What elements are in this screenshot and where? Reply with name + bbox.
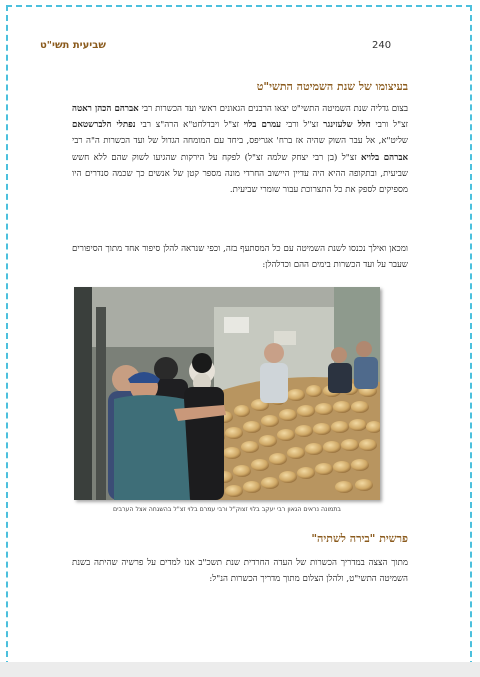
paragraph1-text: זצ"ל ויבדלחט"א הרה"צ רבי [135,120,244,131]
paragraph1-bold-name: נפתלי הלברשטאם [72,120,136,131]
running-title: שביעית תשי"ט [40,40,106,51]
page-header [40,38,440,58]
paragraph1-text: זצ"ל ורבי [281,120,324,131]
paragraph1-bold-name: אברהם הכהן ראטה [72,104,139,114]
section1-paragraph2: ומכאן ואילך נכנסו לשנת השמיטה עם כל המסתעף בזה, וכפי שנראה להלן סיפור אחד מתוך הסיפורים שעבר על ועד הכשרות בימים ההם וכדלהלן: [72,244,408,271]
paragraph1-bold-name: הלל שלעזינגר [323,120,371,131]
paragraph1-text: זצ"ל ורבי [370,120,408,131]
page-number: 240 [372,40,392,51]
photo-caption: בתמונה נראים הגאון רבי יעקב בלוי זצוק"ל ורבי עמרם בלוי זצ"ל בהשגחה אצל הערבים [113,506,341,513]
paragraph1-text: שליט"א, אל עבר השוק שהיה אז ברח' אגריפס, ביחד עם המומחה הגדול של ועד הכשרות ה"ה רבי [72,136,408,147]
market-photo [74,287,380,500]
market-photo-illustration [74,287,380,500]
bottom-band [0,662,480,677]
paragraph1-bold-name: אברהם בלויא [361,152,408,163]
section2-heading: פרשית "בירה לשתיה" [311,532,408,545]
section1-heading: בעיצומו של שנת השמיטה התשי"ט [256,80,408,93]
section1-paragraph1 [72,101,408,198]
section2-paragraph: מתוך הצצה במדריך הכשרות של העדה החרדית שנת תשכ"ב אנו למדים על פרשיה שהיתה בשנת השמיטה התשי"ט, ולהלן הצלום מתוך מדריך הכשרות הנ"ל: [72,558,408,585]
paragraph1-text: זצ"ל (בן רבי יצחק שלמה זצ"ל) לפקח על הירקות שהגיעו לשוק שהם ללא חשש שביעית, ובתקופה ההיא היה עדיין היישוב החרדי מונה מספר קטן של אנשים כך שכמה סנדרים היו מספיקים לספק את כל התצרוכת עבור שומרי שביעית. [72,152,408,196]
paragraph1-bold-name: עמרם בלוי [243,120,282,131]
paragraph1-text: בצום גדליה שנת השמיטה התשי"ט יצאו הרבנים הגאונים ראשי ועד הכשרות רבי [138,104,408,114]
